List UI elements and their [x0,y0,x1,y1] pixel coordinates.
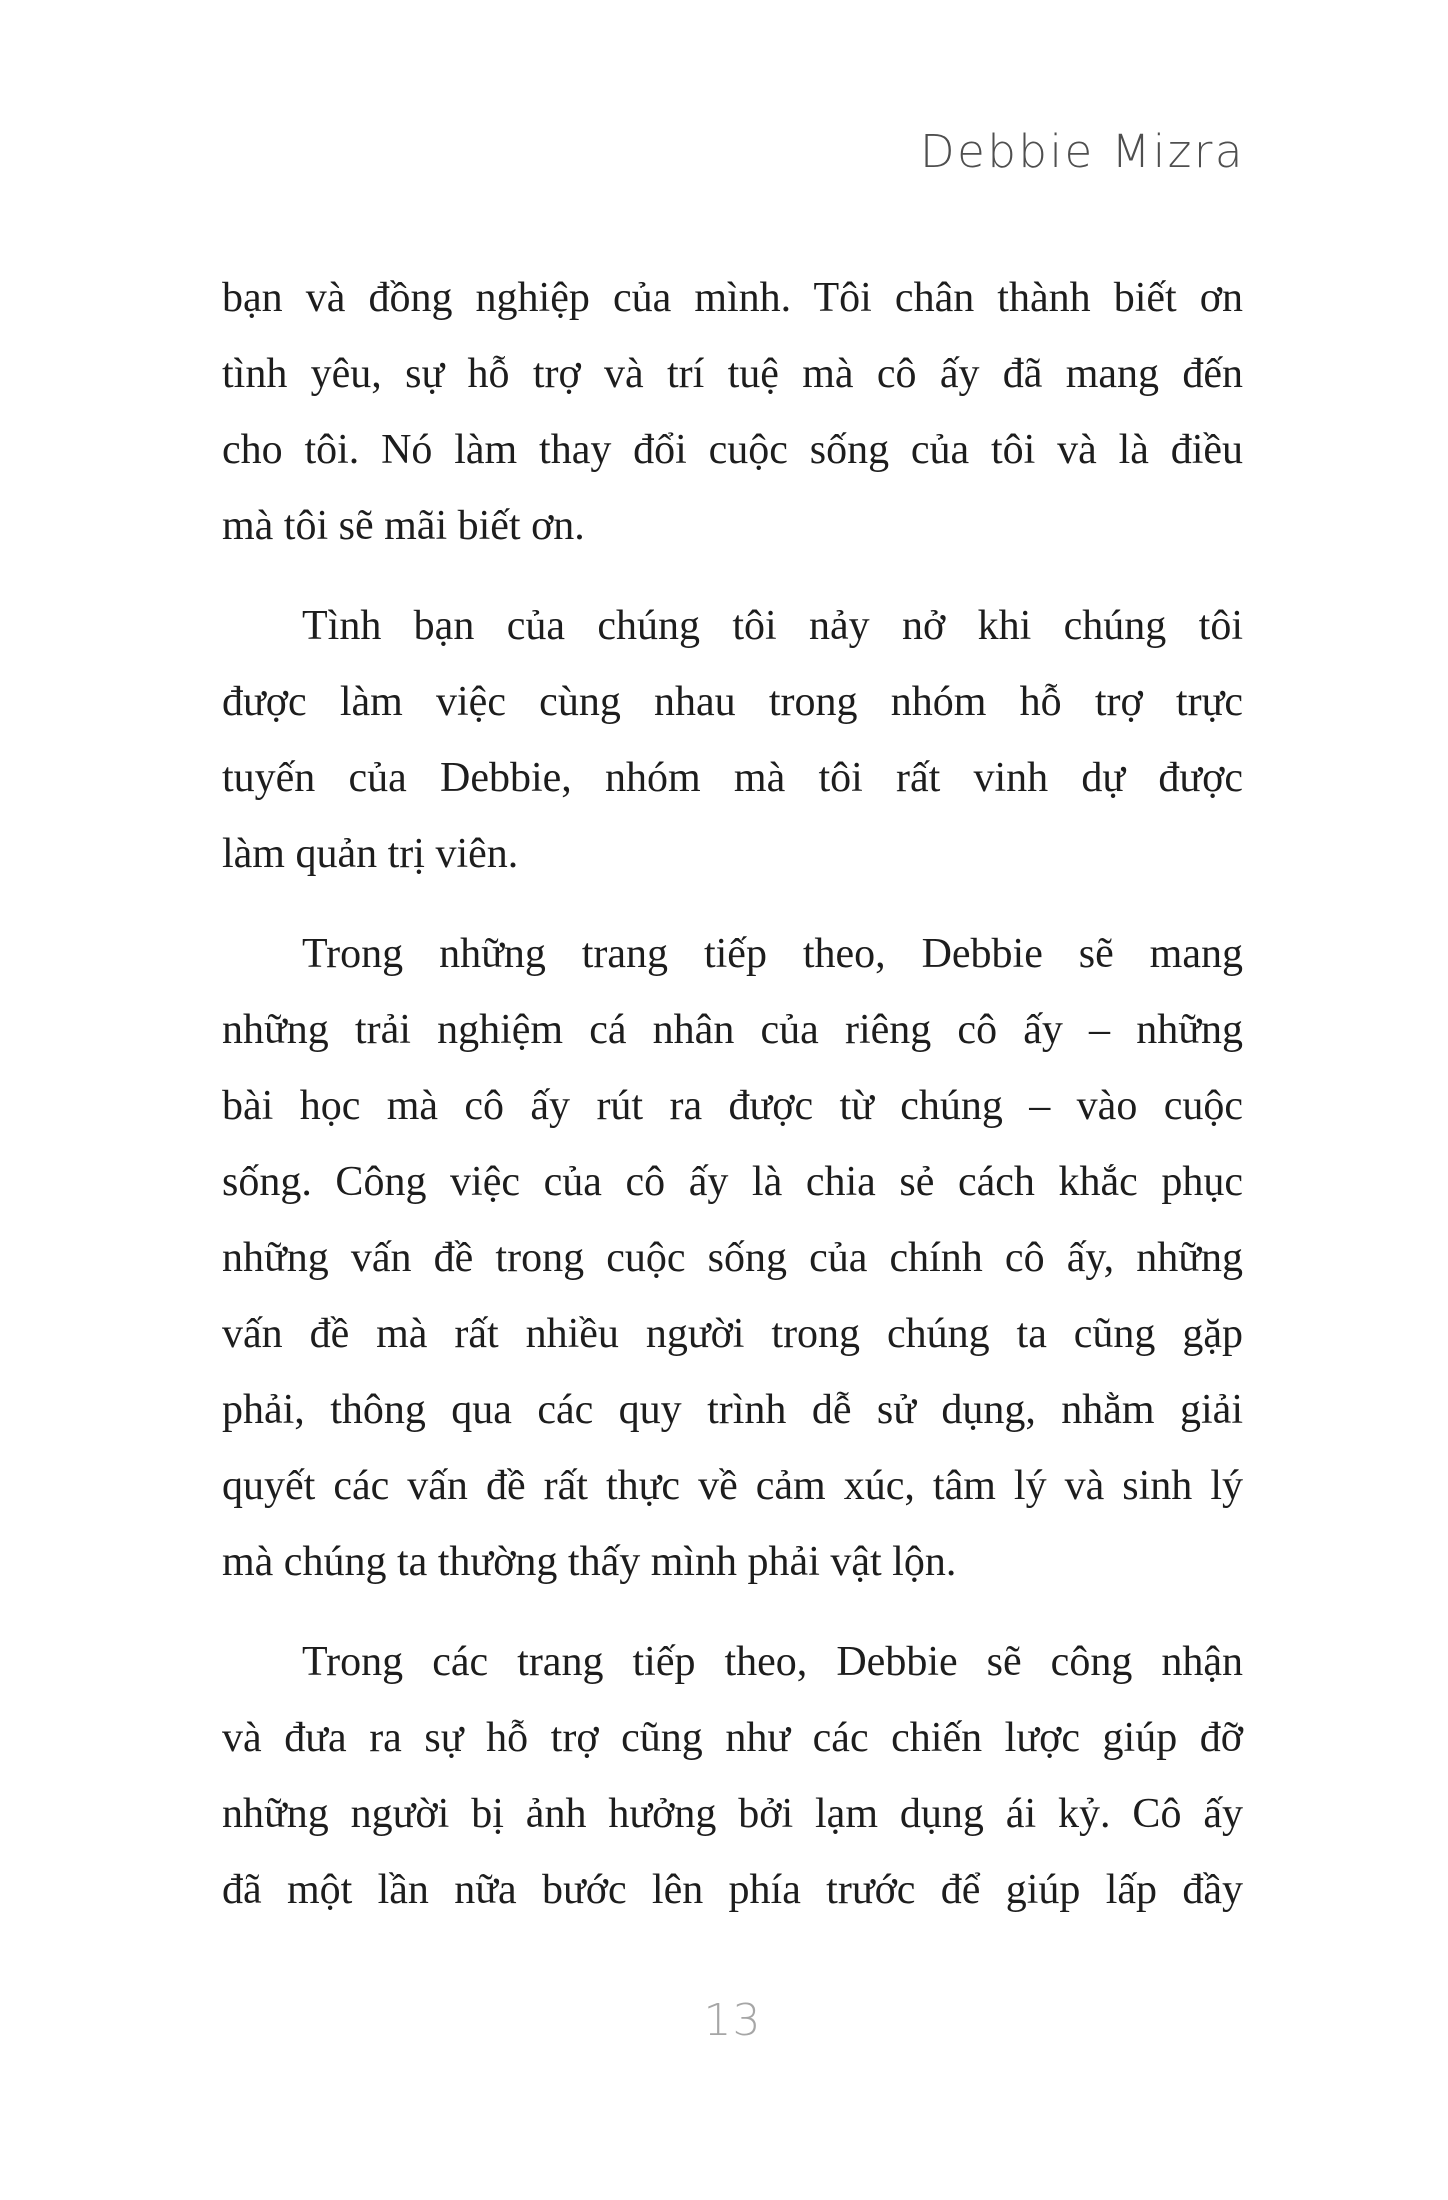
text-line: những người bị ảnh hưởng bởi lạm dụng ái kỷ. Cô ấy [222,1791,1243,1837]
running-header: Debbie Mizra [920,125,1245,178]
text-line: sống. Công việc của cô ấy là chia sẻ cách khắc phục [222,1159,1243,1205]
text-line: được làm việc cùng nhau trong nhóm hỗ trợ trực [222,679,1243,725]
text-line: làm quản trị viên. [222,831,519,877]
text-line: Trong các trang tiếp theo, Debbie sẽ công nhận [302,1639,1243,1685]
text-line: những trải nghiệm cá nhân của riêng cô ấy – những [222,1007,1243,1053]
text-line: Tình bạn của chúng tôi nảy nở khi chúng tôi [302,603,1243,649]
text-line: tuyến của Debbie, nhóm mà tôi rất vinh dự được [222,755,1243,801]
text-line: đã một lần nữa bước lên phía trước để giúp lấp đầy [222,1867,1243,1913]
text-line: bạn và đồng nghiệp của mình. Tôi chân thành biết ơn [222,275,1243,321]
text-line: mà tôi sẽ mãi biết ơn. [222,503,585,549]
page-number: 13 [703,1995,762,2046]
text-line: mà chúng ta thường thấy mình phải vật lộn. [222,1539,957,1585]
text-line: quyết các vấn đề rất thực về cảm xúc, tâm lý và sinh lý [222,1463,1243,1509]
text-line: cho tôi. Nó làm thay đổi cuộc sống của tôi và là điều [222,427,1243,473]
body-text [222,260,1243,1928]
text-line: tình yêu, sự hỗ trợ và trí tuệ mà cô ấy đã mang đến [222,351,1243,397]
text-line: và đưa ra sự hỗ trợ cũng như các chiến lược giúp đỡ [222,1715,1243,1761]
text-line: bài học mà cô ấy rút ra được từ chúng – vào cuộc [222,1083,1243,1129]
text-line: Trong những trang tiếp theo, Debbie sẽ mang [302,931,1243,977]
text-line: vấn đề mà rất nhiều người trong chúng ta cũng gặp [222,1311,1243,1357]
text-line: những vấn đề trong cuộc sống của chính cô ấy, những [222,1235,1243,1281]
text-line: phải, thông qua các quy trình dễ sử dụng, nhằm giải [222,1387,1243,1433]
